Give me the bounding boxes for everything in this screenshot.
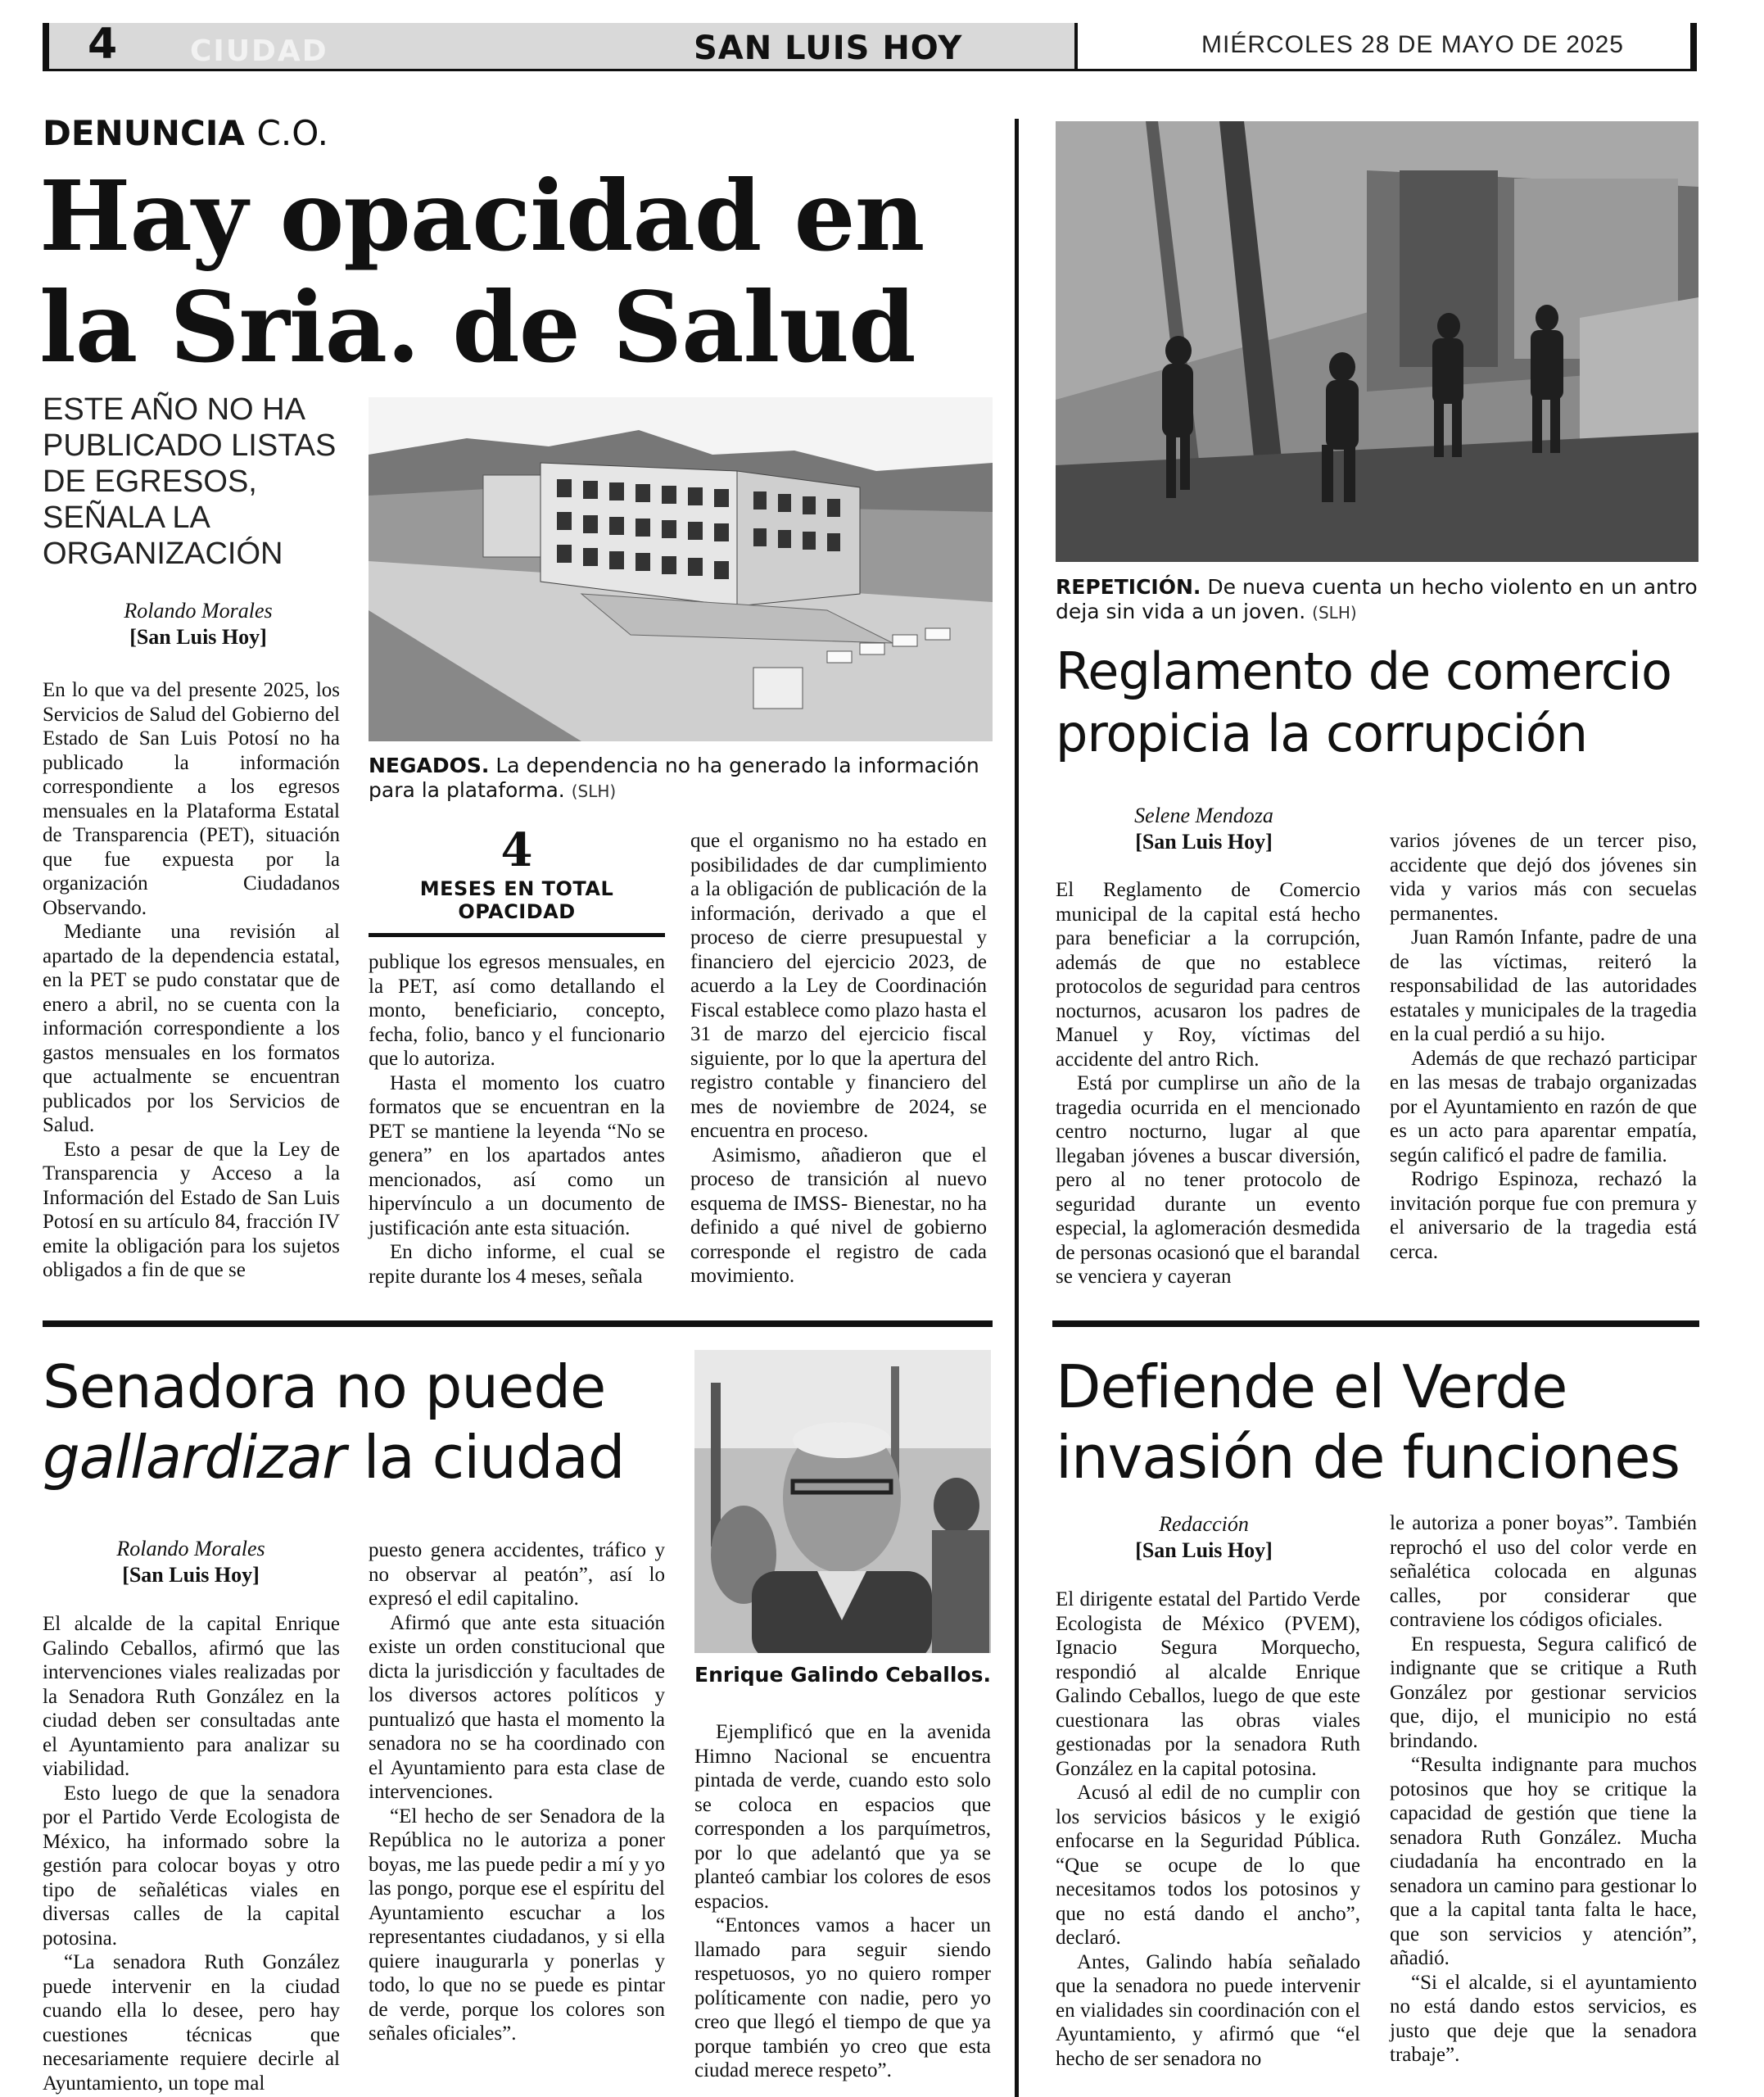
paragraph: En dicho informe, el cual se repite durante los 4 meses, señala	[369, 1241, 665, 1288]
author-outlet: [San Luis Hoy]	[1135, 830, 1273, 854]
paragraph: “Entonces vamos a hacer un llamado para seguir siendo respetuosos, yo no quiero romper políticamente con nadie, pero yo creo que llegó el tiempo de que ya porque también yo creo que esta ciudad merece respeto”.	[694, 1914, 991, 2081]
portrait-caption: Enrique Galindo Ceballos.	[694, 1663, 991, 1687]
caption-label: NEGADOS.	[369, 754, 490, 777]
caption-text: La dependencia no ha generado la información para la plataforma.	[369, 754, 979, 802]
headline-italic-word: gallardizar	[43, 1423, 346, 1492]
headline-line: Defiende el Verde	[1056, 1352, 1567, 1421]
masthead-divider	[1074, 23, 1078, 70]
masthead-underline	[43, 69, 1697, 71]
article1-kicker	[43, 113, 328, 153]
article3-column-3	[694, 1720, 991, 2083]
kicker-source: C.O.	[256, 113, 328, 153]
paragraph: Rodrigo Espinoza, rechazó la invitación porque fue con premura y el aniversario de la tragedia está cerca.	[1390, 1168, 1697, 1263]
headline-rest: la ciudad	[363, 1423, 625, 1492]
article4-byline	[1056, 1511, 1352, 1564]
paragraph: Afirmó que ante esta situación existe un orden constitucional que dicta la jurisdicción y facultades de los diversos actores políticos y puntualizó que hasta el momento la senadora no se ha coordinado con el Ayuntamiento para esta clase de intervenciones.	[369, 1611, 665, 1803]
section-divider-right	[1052, 1320, 1699, 1327]
paragraph: Asimismo, añadieron que el proceso de transición al nuevo esquema de IMSS- Bienestar, no ha definido a qué nivel de gobierno corresponde el registro de cada movimiento.	[690, 1144, 987, 1287]
headline-line: Senadora no puede	[43, 1352, 606, 1421]
photo-credit: (SLH)	[571, 781, 617, 801]
paragraph: Además de que rechazó participar en las mesas de trabajo organizadas por el Ayuntamiento en razón de que es un acto para aparentar empatía, según calificó el padre de familia.	[1390, 1047, 1697, 1166]
article2-column-2	[1390, 829, 1697, 1264]
paragraph: El alcalde de la capital Enrique Galindo Ceballos, afirmó que las intervenciones viales realizadas por la Senadora Ruth González en la ciudad deben ser consultadas ante el Ayuntamiento para analizar su viabilidad.	[43, 1613, 340, 1780]
paragraph: En respuesta, Segura calificó de indignante que se critique a Ruth González por gestionar servicios que, dijo, el municipio no está brindando.	[1390, 1633, 1697, 1752]
headline-line: invasión de funciones	[1056, 1423, 1680, 1492]
author-name: Rolando Morales	[116, 1537, 265, 1560]
article2-byline	[1056, 803, 1352, 855]
paragraph: Hasta el momento los cuatro formatos que se encuentran en la PET se mantiene la leyenda “No se genera” en los apartados antes mencionados, así como un hipervínculo a un documento de justificación ante esta situación.	[369, 1071, 665, 1239]
stat-box	[369, 823, 665, 937]
article3-headline	[43, 1352, 714, 1492]
paragraph: le autoriza a poner boyas”. También reprochó el uso del color verde en señalética colocada en algunas calles, por considerar que contraviene los códigos oficiales.	[1390, 1512, 1697, 1631]
paragraph: “El hecho de ser Senadora de la República no le autoriza a poner boyas, me las puede pedir a mí y yo las pongo, porque ese el espíritu del Ayuntamiento escuchar a los representantes ciudadanos, y si ella quiere inaugurarla y ponerlas y todo, lo que no se puede es pintar de verde, porque los colores son señales oficiales”.	[369, 1805, 665, 2045]
paragraph: El dirigente estatal del Partido Verde Ecologista de México (PVEM), Ignacio Segura Morquecho, respondió al alcalde Enrique Galindo Ceballos, luego de que este cuestionara las obras viales gestionadas por la senadora Ruth González en la capital potosina.	[1056, 1588, 1360, 1780]
stat-rule	[369, 933, 665, 937]
headline-line	[43, 1422, 714, 1492]
paragraph: Esto a pesar de que la Ley de Transparencia y Acceso a la Información del Estado de San Luis Potosí en su artículo 84, fracción IV emite la obligación para los sujetos obligados a fin de que se	[43, 1138, 340, 1281]
paragraph: “La senadora Ruth González puede intervenir en la ciudad cuando ella lo desee, pero hay cuestiones técnicas que necesariamente requiere decirle al Ayuntamiento, un tope mal	[43, 1951, 340, 2095]
kicker-label: DENUNCIA	[43, 113, 245, 153]
article2-photo-caption	[1056, 575, 1698, 625]
author-outlet: [San Luis Hoy]	[122, 1563, 260, 1587]
newspaper-name: SAN LUIS HOY	[694, 29, 963, 67]
page-number: 4	[88, 20, 118, 69]
article3-column-1	[43, 1612, 340, 2095]
stat-number: 4	[500, 823, 533, 877]
paragraph: Acusó al edil de no cumplir con los servicios básicos y le exigió enfocarse en la Seguridad Pública. “Que se ocupe de lo que necesitamos todos los potosinos y que no está dando el ancho”, declaró.	[1056, 1782, 1360, 1949]
article1-deck: ESTE AÑO NO HA PUBLICADO LISTAS DE EGRESOS, SEÑALA LA ORGANIZACIÓN	[43, 392, 337, 571]
caption-label: REPETICIÓN.	[1056, 575, 1201, 599]
nightclub-photo	[1056, 121, 1698, 562]
article4-headline	[1056, 1352, 1698, 1492]
paragraph: “Si el alcalde, si el ayuntamiento no está dando estos servicios, es justo que deje que la senadora trabaje”.	[1390, 1971, 1697, 2066]
paragraph: Esto luego de que la senadora por el Partido Verde Ecologista de México, ha informado sobre la gestión para colocar boyas y otro tipo de señaléticas viales en diversas calles de la capital potosina.	[43, 1782, 340, 1950]
author-name: Rolando Morales	[124, 599, 273, 623]
paragraph: Está por cumplirse un año de la tragedia ocurrida en el mencionado centro nocturno, lugar al que llegaban jóvenes a buscar diversión, pero al no tener protocolo de seguridad durante un evento especial, la aglomeración desmedida de personas ocasionó que el barandal se venciera y cayeran	[1056, 1072, 1360, 1288]
paragraph: Mediante una revisión al apartado de la dependencia estatal, en la PET se pudo constatar que de enero a abril, no se cuenta con la información correspondiente a los gastos mensuales en los formatos que actualmente se encuentran publicados por los Servicios de Salud.	[43, 921, 340, 1136]
article1-column-3	[690, 829, 987, 1289]
article1-byline	[43, 598, 354, 650]
article3-byline	[43, 1536, 339, 1588]
portrait-photo	[694, 1350, 991, 1653]
masthead-end-rule	[1690, 23, 1697, 70]
article1-headline	[39, 161, 1006, 383]
photo-credit: (SLH)	[1312, 603, 1357, 623]
building-photo	[369, 397, 993, 741]
author-outlet: [San Luis Hoy]	[129, 625, 267, 649]
article1-column-1	[43, 678, 340, 1283]
paragraph: En lo que va del presente 2025, los Servicios de Salud del Gobierno del Estado de San Luis Potosí no ha publicado la información correspondiente a los egresos mensuales en la Plataforma Estatal de Transparencia (PET), situación que fue expuesta por la organización Ciudadanos Observando.	[43, 679, 340, 919]
article2-headline: Reglamento de comercio propicia la corrupción	[1056, 641, 1671, 763]
paragraph: que el organismo no ha estado en posibilidades de dar cumplimiento a la obligación de publicación de la información, derivado a que el proceso de cierre presupuestal y financiero del ejercicio 2023, de acuerdo a la Ley de Coordinación Fiscal establece como plazo hasta el 31 de marzo del ejercicio fiscal siguiente, por lo que la apertura del registro contable y financiero del mes de noviembre de 2024, se encuentra en proceso.	[690, 830, 987, 1142]
author-name: Redacción	[1159, 1512, 1249, 1536]
paragraph: puesto genera accidentes, tráfico y no observar al peatón”, así lo expresó el edil capitalino.	[369, 1539, 665, 1610]
stat-label: MESES EN TOTAL OPACIDAD	[419, 877, 614, 923]
paragraph: Antes, Galindo había señalado que la senadora no puede intervenir en vialidades sin coordinación con el Ayuntamiento, y afirmó que “el hecho de ser senadora no	[1056, 1950, 1360, 2070]
author-outlet: [San Luis Hoy]	[1135, 1538, 1273, 1562]
article1-photo-caption	[369, 754, 993, 804]
paragraph: El Reglamento de Comercio municipal de la capital está hecho para beneficiar a la corrupción, además de que no establece protocolos de seguridad para centros nocturnos, acusaron los padres de Manuel y Roy, víctimas del accidente del antro Rich.	[1056, 879, 1360, 1071]
article2-column-1	[1056, 878, 1360, 1289]
paragraph: varios jóvenes de un tercer piso, accidente que dejó dos jóvenes sin vida y varios más con secuelas permanentes.	[1390, 830, 1697, 925]
section-name: CIUDAD	[190, 34, 328, 68]
masthead	[43, 20, 1697, 70]
paragraph: publique los egresos mensuales, en la PET, así como detallando el monto, beneficiario, concepto, fecha, folio, banco y el funcionario que lo autoriza.	[369, 951, 665, 1070]
headline-line: Hay opacidad en	[39, 159, 925, 273]
article4-column-1	[1056, 1587, 1360, 2071]
column-divider	[1015, 119, 1019, 2097]
author-name: Selene Mendoza	[1134, 804, 1273, 827]
paragraph: Ejemplificó que en la avenida Himno Nacional se encuentra pintada de verde, cuando esto solo se coloca en espacios que corresponden a los parquímetros, por lo que adelantó que ya se planteó cambiar los colores de esos espacios.	[694, 1721, 991, 1913]
paragraph: “Resulta indignante para muchos potosinos que hoy se critique la capacidad de gestión que tiene la senadora Ruth González. Mucha ciudadanía ha encontrado en la senadora un camino para gestionar lo que a la capital tanta falta le hace, que son servicios y atención”, añadió.	[1390, 1754, 1697, 1969]
section-divider-left	[43, 1320, 993, 1327]
caption-text: De nueva cuenta un hecho violento en un antro deja sin vida a un joven.	[1056, 575, 1698, 623]
article3-column-2	[369, 1538, 665, 2046]
article4-column-2	[1390, 1511, 1697, 2068]
headline-line: la Sria. de Salud	[39, 270, 916, 384]
article1-column-2	[369, 950, 665, 1289]
issue-date: MIÉRCOLES 28 DE MAYO DE 2025	[1201, 31, 1624, 58]
paragraph: Juan Ramón Infante, padre de una de las víctimas, reiteró la responsabilidad de las autoridades estatales y municipales de la tragedia en la cual perdió a su hijo.	[1390, 926, 1697, 1045]
